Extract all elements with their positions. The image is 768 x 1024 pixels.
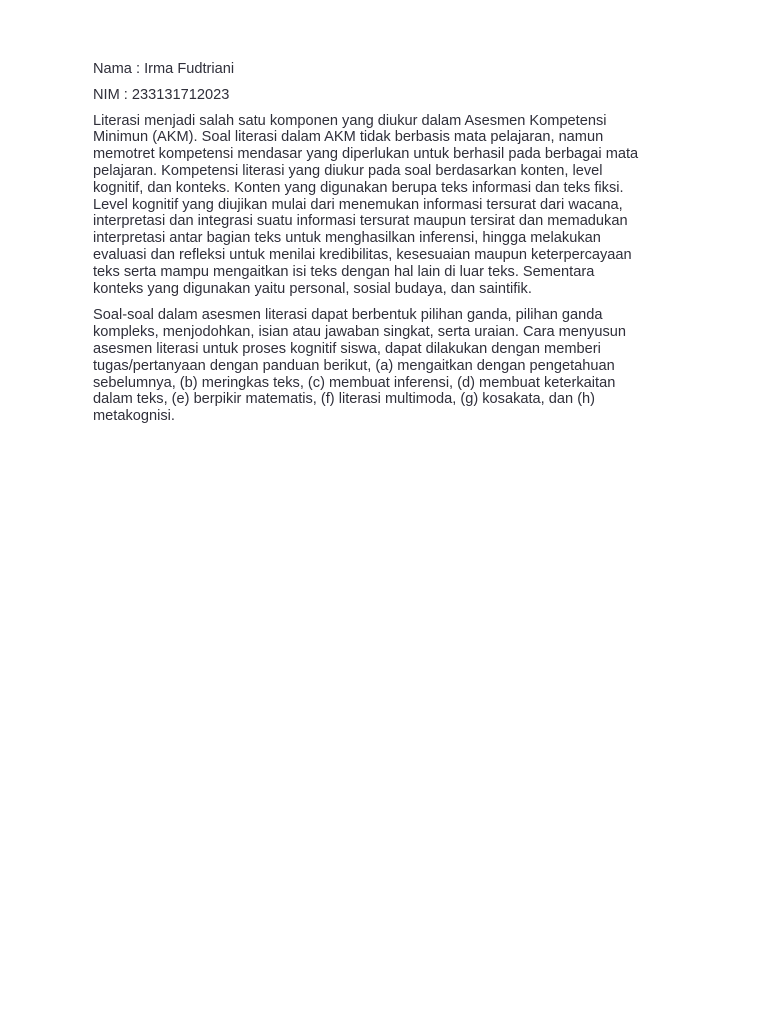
- student-name: Nama : Irma Fudtriani: [93, 61, 235, 77]
- text-line: Minimun (AKM). Soal literasi dalam AKM tidak berbasis mata pelajaran, namun: [93, 129, 604, 146]
- student-nim: NIM : 233131712023: [93, 86, 230, 103]
- text-line: dalam teks, (e) berpikir matematis, (f) literasi multimoda, (g) kosakata, dan (h): [93, 391, 596, 408]
- text-line: Soal-soal dalam asesmen literasi dapat berbentuk pilihan ganda, pilihan ganda: [93, 307, 603, 324]
- text-line: evaluasi dan refleksi untuk menilai kredibilitas, kesesuaian maupun keterpercayaan: [93, 246, 632, 263]
- text-line: interpretasi antar bagian teks untuk menghasilkan inferensi, hingga melakukan: [93, 230, 601, 247]
- paragraph-literasi-akm: [93, 113, 688, 298]
- text-line: pelajaran. Kompetensi literasi yang diukur pada soal berdasarkan konten, level: [93, 162, 603, 179]
- text-line: konteks yang digunakan yaitu personal, sosial budaya, dan saintifik.: [93, 280, 532, 297]
- text-line: Level kognitif yang diujikan mulai dari menemukan informasi tersurat dari wacana,: [93, 196, 623, 213]
- text-line: interpretasi dan integrasi suatu informasi tersurat maupun tersirat dan memadukan: [93, 213, 628, 230]
- text-line: memotret kompetensi mendasar yang diperlukan untuk berhasil pada berbagai mata: [93, 146, 639, 163]
- paragraph-soal-asesmen: [93, 307, 688, 425]
- text-line: kompleks, menjodohkan, isian atau jawaban singkat, serta uraian. Cara menyusun: [93, 324, 626, 341]
- text-line: asesmen literasi untuk proses kognitif siswa, dapat dilakukan dengan memberi: [93, 340, 601, 357]
- text-line: tugas/pertanyaan dengan panduan berikut, (a) mengaitkan dengan pengetahuan: [93, 357, 615, 374]
- text-line: kognitif, dan konteks. Konten yang digunakan berupa teks informasi dan teks fiksi.: [93, 179, 624, 196]
- text-line: metakognisi.: [93, 408, 175, 425]
- text-line: sebelumnya, (b) meringkas teks, (c) membuat inferensi, (d) membuat keterkaitan: [93, 374, 616, 391]
- text-line: Literasi menjadi salah satu komponen yang diukur dalam Asesmen Kompetensi: [93, 112, 607, 129]
- text-line: teks serta mampu mengaitkan isi teks dengan hal lain di luar teks. Sementara: [93, 263, 595, 280]
